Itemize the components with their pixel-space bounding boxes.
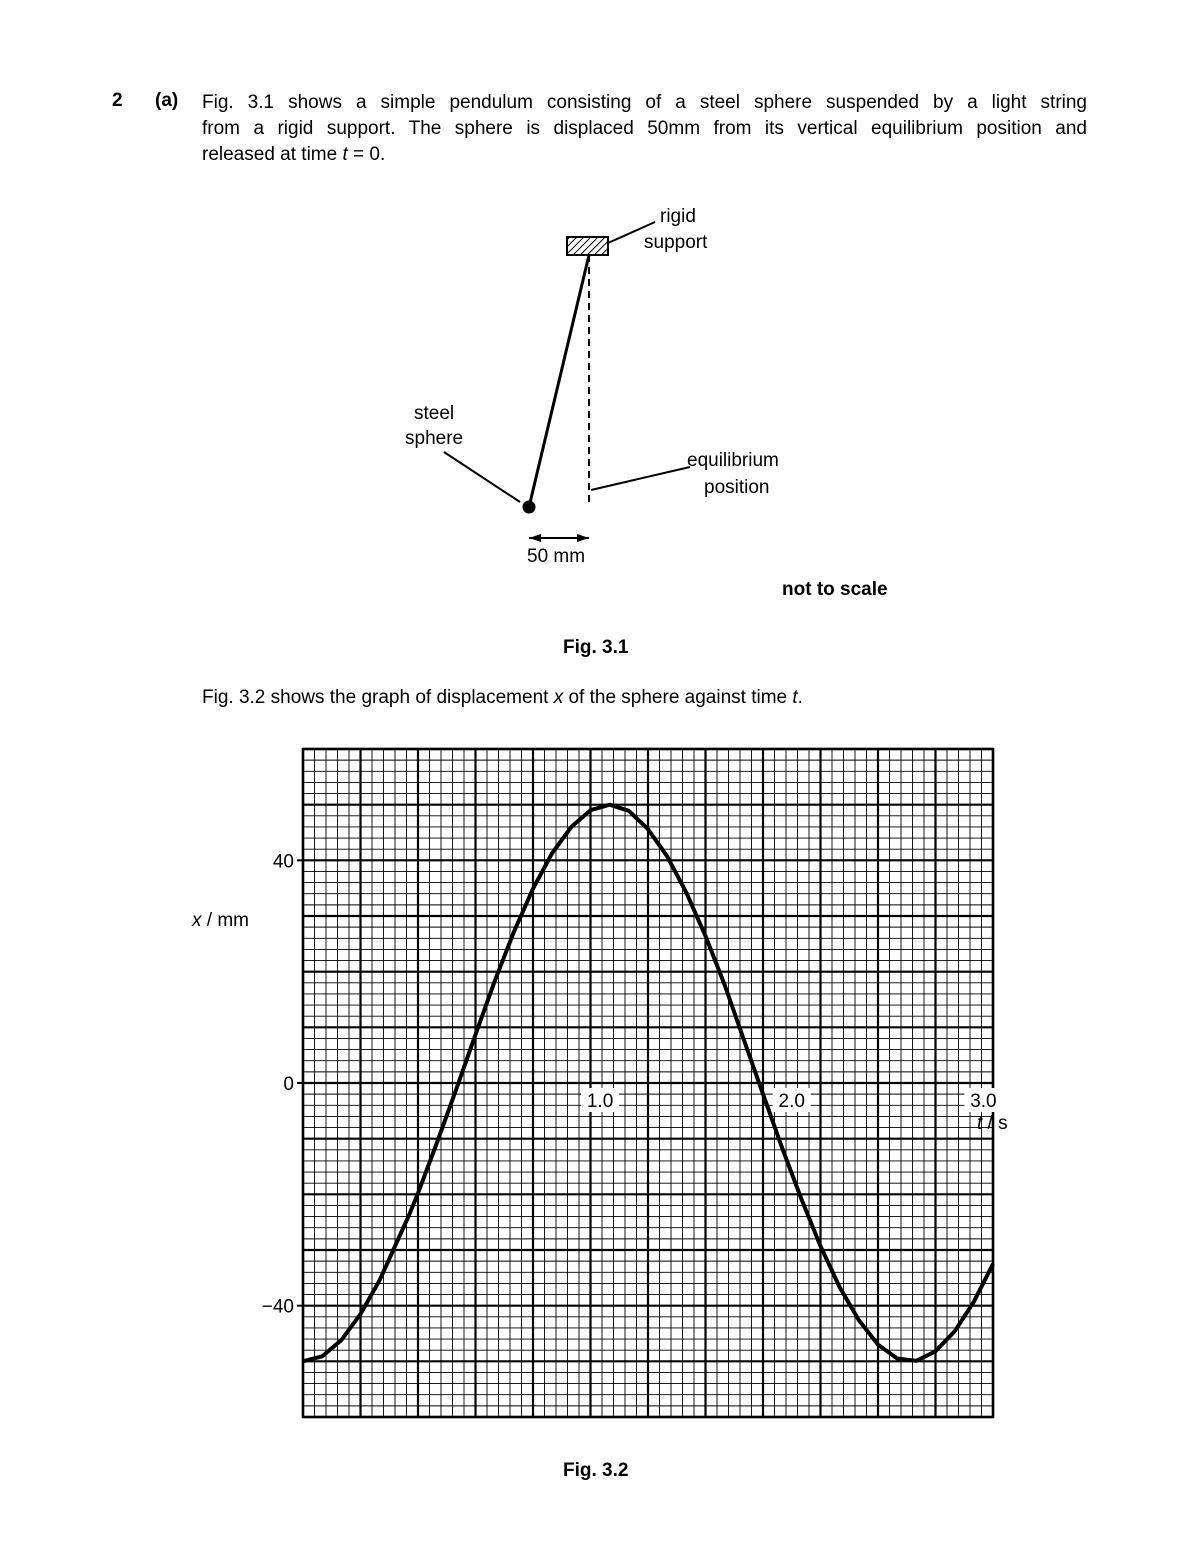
rigid-support [567, 237, 608, 255]
distance-label: 50 mm [527, 546, 586, 567]
steel-label: steel [414, 403, 455, 424]
displacement-time-graph [0, 720, 1200, 1460]
x-tick-label: 3.0 [970, 1091, 997, 1112]
time-variable-2: t [792, 687, 798, 708]
sphere-label: sphere [405, 428, 464, 449]
fig32-caption: Fig. 3.2 [563, 1460, 629, 1481]
distance-arrow-left-head [529, 534, 541, 542]
paragraph-line-3-text: released at time [202, 144, 343, 165]
x-axis-unit: / s [982, 1113, 1008, 1134]
graph-description-middle: of the sphere against time [563, 687, 793, 708]
question-number: 2 [112, 90, 123, 111]
paragraph-line-1: Fig. 3.1 shows a simple pendulum consisting of a steel sphere suspended by a light string [202, 92, 1087, 113]
fig31-caption: Fig. 3.1 [563, 637, 629, 658]
steel-sphere [523, 501, 536, 514]
paragraph-line-2: from a rigid support. The sphere is displaced 50mm from its vertical equilibrium position and [202, 118, 1087, 139]
graph-description [202, 687, 803, 709]
displacement-variable: x [553, 687, 564, 708]
y-tick-label: 40 [272, 851, 294, 873]
graph-grid [303, 749, 993, 1417]
position-label: position [704, 477, 770, 498]
question-part: (a) [155, 90, 179, 111]
rigid-label: rigid [660, 206, 696, 227]
not-to-scale-label: not to scale [782, 579, 888, 600]
x-tick-label: 2.0 [778, 1091, 805, 1112]
graph-description-start: Fig. 3.2 shows the graph of displacement [202, 687, 554, 708]
y-axis-label [191, 910, 249, 931]
time-variable: t [342, 144, 348, 165]
graph-axes [262, 851, 1003, 1317]
steel-sphere-leader [444, 452, 520, 502]
pendulum-diagram [0, 0, 1200, 640]
y-tick-label: 0 [283, 1074, 294, 1095]
distance-arrow-right-head [577, 534, 589, 542]
x-tick-label: 1.0 [586, 1091, 614, 1112]
x-axis-variable: t [977, 1113, 983, 1134]
support-label: support [644, 232, 708, 253]
x-axis-label [977, 1113, 1008, 1134]
y-tick-label: −40 [261, 1296, 294, 1318]
y-axis-variable: x [192, 910, 202, 931]
pendulum-string [529, 255, 589, 507]
equilibrium-label: equilibrium [687, 450, 779, 471]
equilibrium-leader [591, 467, 690, 490]
y-axis-unit: / mm [201, 910, 249, 931]
paragraph-line-3-end: = 0. [347, 144, 386, 165]
graph-description-end: . [797, 687, 803, 708]
